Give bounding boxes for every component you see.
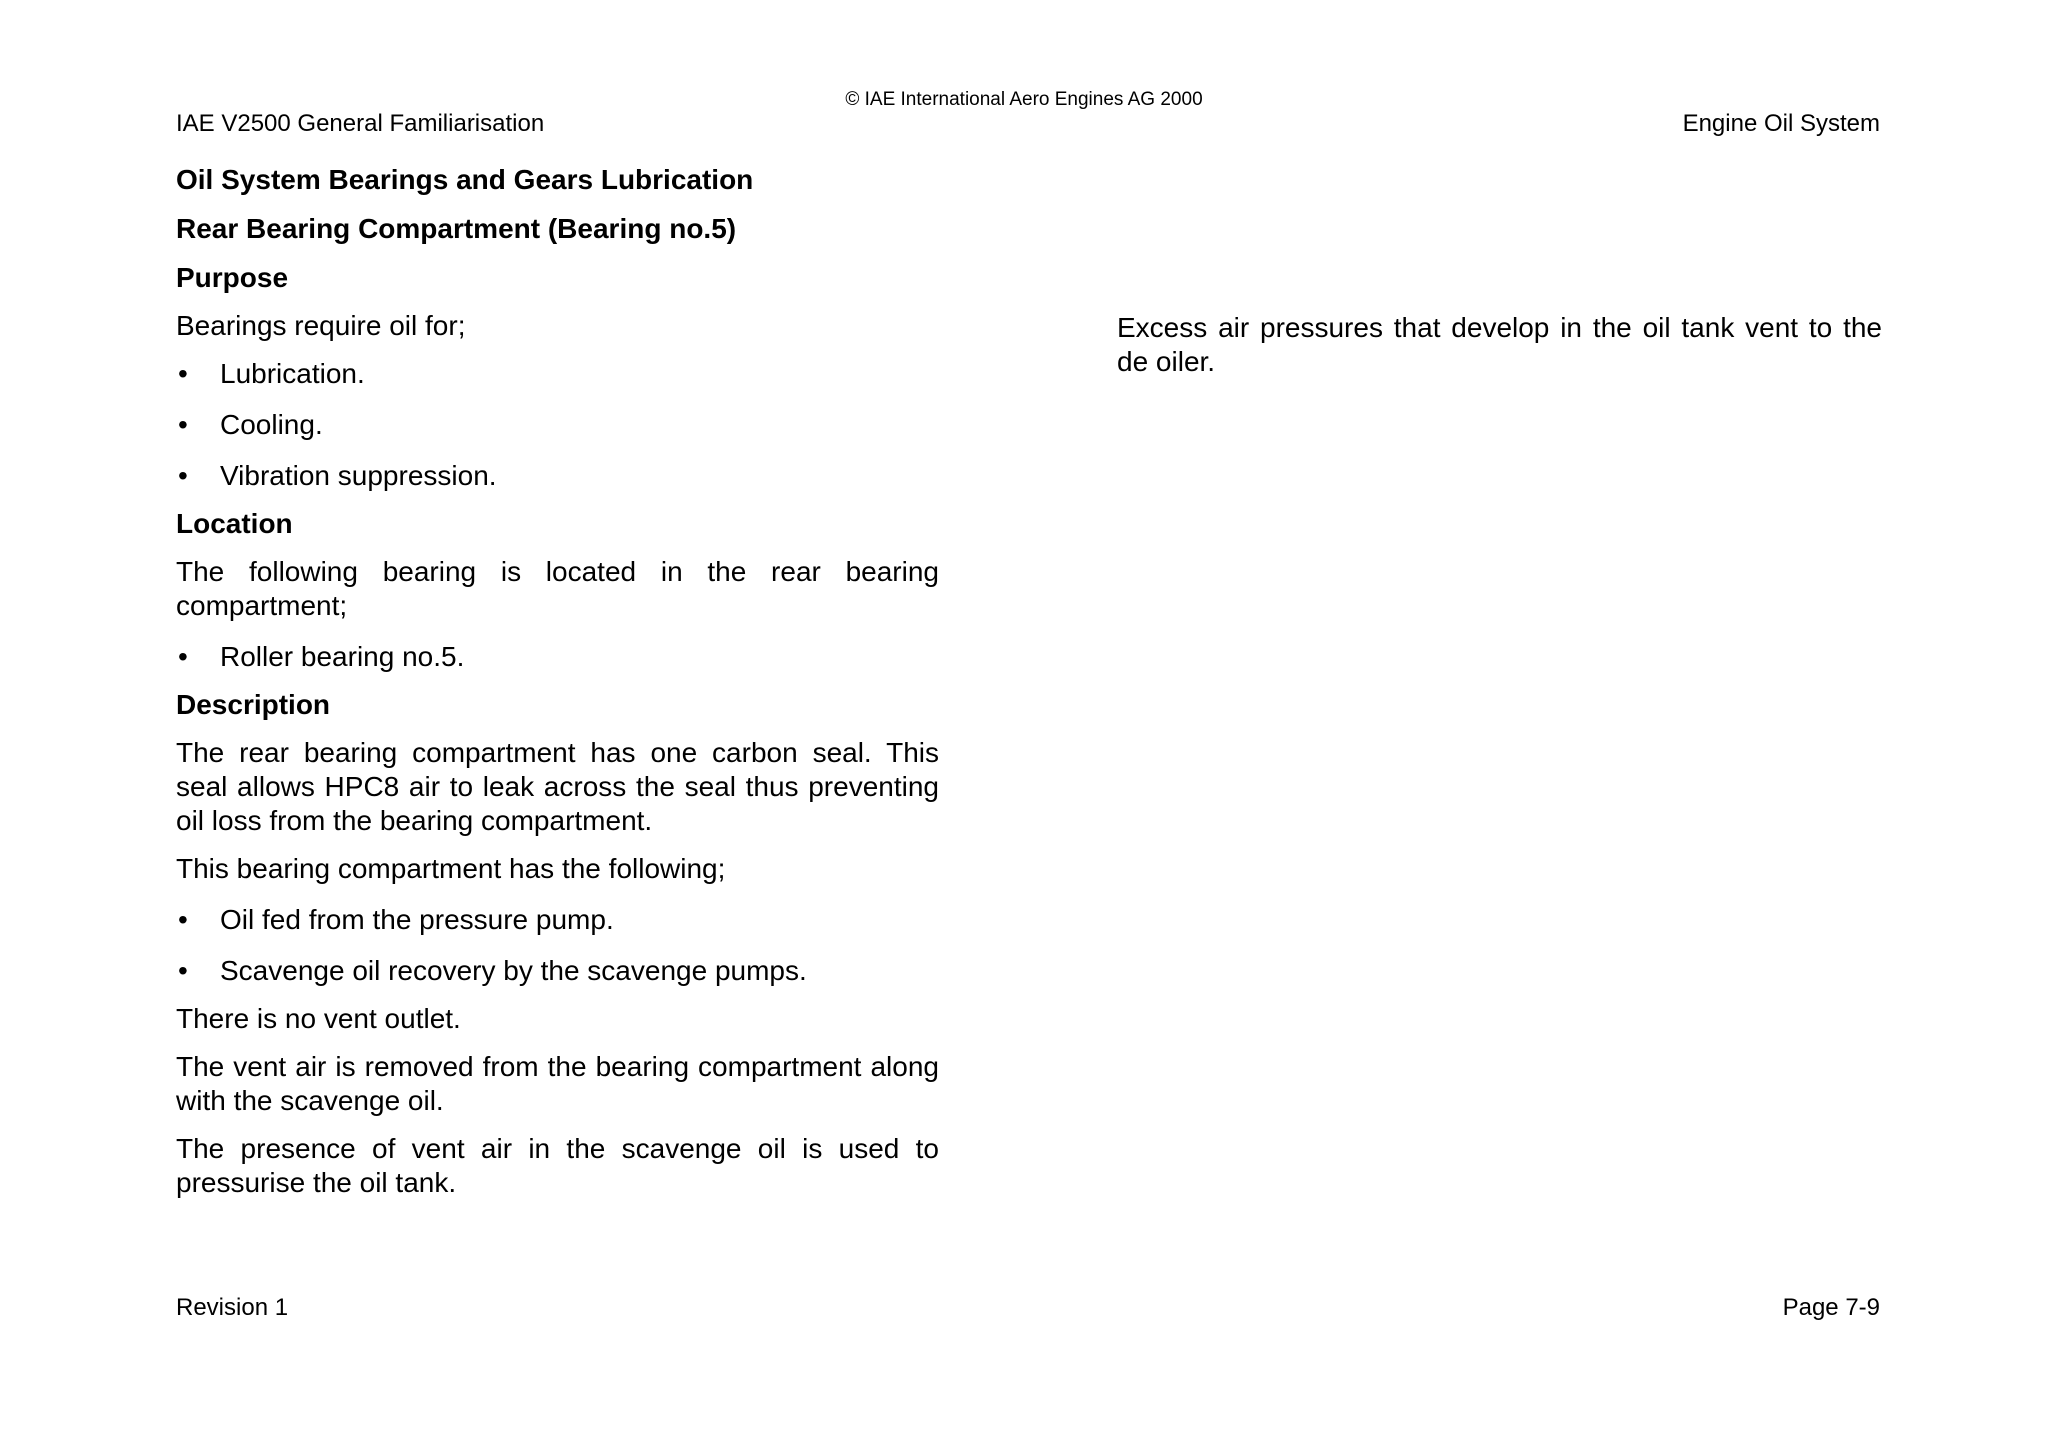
- description-list: [176, 903, 939, 988]
- bullet-icon: •: [178, 358, 188, 389]
- page-subtitle: Rear Bearing Compartment (Bearing no.5): [176, 213, 737, 244]
- list-item: [176, 903, 939, 937]
- list-item-text: Vibration suppression.: [220, 460, 497, 491]
- purpose-intro: Bearings require oil for;: [176, 310, 466, 341]
- copyright-notice: © IAE International Aero Engines AG 2000: [845, 89, 1203, 110]
- location-text: The following bearing is located in the rear bearing compartment;: [176, 556, 939, 621]
- list-item: [176, 357, 939, 391]
- list-item: [176, 954, 939, 988]
- list-item-text: Scavenge oil recovery by the scavenge pumps.: [220, 955, 807, 986]
- location-heading: Location: [176, 508, 293, 539]
- bullet-icon: •: [178, 460, 188, 491]
- description-paragraph: The rear bearing compartment has one carbon seal. This seal allows HPC8 air to leak across the seal thus preventing oil loss from the bearing compartment.: [176, 737, 939, 836]
- purpose-list: [176, 357, 939, 493]
- list-item-text: Lubrication.: [220, 358, 365, 389]
- list-item: [176, 408, 939, 442]
- bullet-icon: •: [178, 955, 188, 986]
- bullet-icon: •: [178, 409, 188, 440]
- footer-revision: Revision 1: [176, 1294, 289, 1321]
- location-list: [176, 640, 939, 674]
- list-item-text: Cooling.: [220, 409, 323, 440]
- bullet-icon: •: [178, 641, 188, 672]
- description-paragraph: This bearing compartment has the following;: [176, 853, 726, 884]
- header-section-title: Engine Oil System: [1682, 110, 1880, 137]
- list-item: [176, 640, 939, 674]
- description-heading: Description: [176, 689, 331, 720]
- list-item: [176, 459, 939, 493]
- bullet-icon: •: [178, 904, 188, 935]
- page-title: Oil System Bearings and Gears Lubrication: [176, 164, 754, 195]
- footer-page-number: Page 7-9: [1782, 1294, 1880, 1321]
- description-paragraph: Excess air pressures that develop in the oil tank vent to the de oiler.: [1117, 312, 1882, 377]
- right-column: [1117, 311, 1882, 393]
- header-document-title: IAE V2500 General Familiarisation: [176, 110, 545, 137]
- purpose-heading: Purpose: [176, 262, 289, 293]
- description-paragraph: The vent air is removed from the bearing compartment along with the scavenge oil.: [176, 1051, 939, 1116]
- description-paragraph: There is no vent outlet.: [176, 1003, 461, 1034]
- list-item-text: Oil fed from the pressure pump.: [220, 904, 614, 935]
- left-column: [176, 163, 939, 1214]
- list-item-text: Roller bearing no.5.: [220, 641, 465, 672]
- description-paragraph: The presence of vent air in the scavenge oil is used to pressurise the oil tank.: [176, 1133, 939, 1198]
